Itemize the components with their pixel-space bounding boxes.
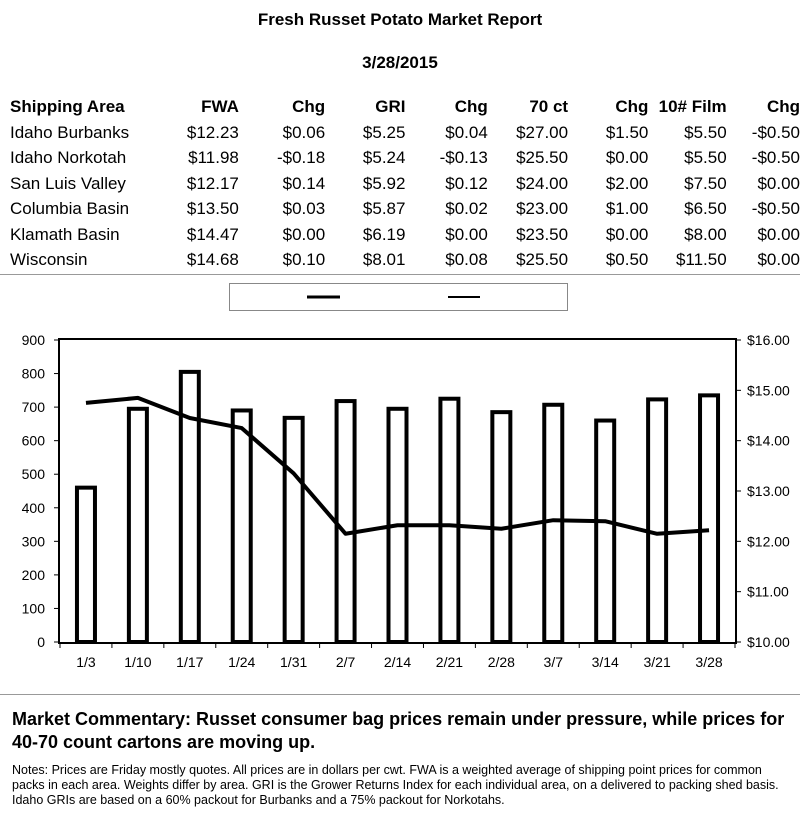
left-tick-label: 600 <box>21 432 45 449</box>
table-cell: $6.19 <box>362 224 406 244</box>
table-cell: $25.50 <box>516 148 569 168</box>
left-tick-label: 0 <box>37 634 45 650</box>
table-row <box>10 248 800 274</box>
table-cell: $0.00 <box>605 224 649 244</box>
x-tick-label: 1/24 <box>228 654 256 670</box>
table-cell: -$0.50 <box>751 199 800 219</box>
x-tick-label: 2/21 <box>435 654 464 670</box>
table-cell: San Luis Valley <box>10 173 126 193</box>
table-cell: $0.10 <box>282 250 326 270</box>
table-cell: $8.01 <box>362 250 406 270</box>
bar <box>544 405 562 642</box>
col-header-70ct: 70 ct <box>529 97 569 116</box>
table-cell: $0.00 <box>757 250 800 270</box>
table-cell: $6.50 <box>684 199 727 219</box>
x-tick-label: 1/31 <box>280 654 308 670</box>
bar <box>700 395 718 642</box>
table-cell: Columbia Basin <box>10 199 130 219</box>
report-date: 3/28/2015 <box>362 53 438 72</box>
table-cell: $12.17 <box>186 173 239 193</box>
right-tick-label: $11.00 <box>747 583 789 600</box>
left-tick-label: 900 <box>21 332 45 348</box>
table-row <box>10 222 800 248</box>
table-cell: Idaho Burbanks <box>10 122 130 142</box>
col-header-gri: GRI <box>375 97 406 116</box>
right-tick-label: $10.00 <box>747 634 790 650</box>
left-tick-label: 300 <box>21 533 45 550</box>
table-cell: $0.00 <box>445 224 488 244</box>
right-tick-label: $16.00 <box>747 332 790 348</box>
table-cell: $14.68 <box>186 250 239 270</box>
table-cell: $14.47 <box>186 224 239 244</box>
table-row <box>10 146 800 172</box>
table-cell: $5.92 <box>362 173 406 193</box>
legend-swatches <box>230 284 567 310</box>
report-title: Fresh Russet Potato Market Report <box>257 10 543 29</box>
divider-top <box>0 274 800 275</box>
x-tick-label: 3/14 <box>591 654 619 670</box>
divider-bottom <box>0 694 800 695</box>
x-tick-label: 2/7 <box>335 654 356 670</box>
left-axis <box>22 332 60 650</box>
bar <box>129 409 147 642</box>
price-table <box>10 94 800 273</box>
table-cell: -$0.18 <box>276 148 326 168</box>
table-cell: $0.02 <box>445 199 488 219</box>
table-cell: $11.50 <box>675 250 727 270</box>
table-cell: $23.50 <box>516 224 569 244</box>
table-cell: $0.08 <box>445 250 488 270</box>
left-tick-label: 800 <box>21 365 45 382</box>
report-notes: Notes: Prices are Friday mostly quotes. All prices are in dollars per cwt. FWA is a weighted average of shipping point prices for common packs in each area. Weights differ by area. GRI is the Grower Returns Index for each individual area, on a delivered to packing shed basis. Idaho GRIs are based on a 60% packout for Burbanks and a 75% packout for Norkotahs. <box>12 763 779 807</box>
table-cell: $5.24 <box>362 148 406 168</box>
left-tick-label: 700 <box>21 399 45 416</box>
table-cell: $7.50 <box>684 173 727 193</box>
table-cell: $13.50 <box>186 199 239 219</box>
table-cell: $23.00 <box>516 199 569 219</box>
table-cell: $1.50 <box>605 122 649 142</box>
table-cell: Wisconsin <box>10 250 88 270</box>
bar <box>596 421 614 642</box>
table-cell: $0.00 <box>757 173 800 193</box>
table-cell: $8.00 <box>684 224 727 244</box>
table-row <box>10 197 800 223</box>
col-header-70ct-chg: Chg <box>615 97 649 116</box>
x-tick-label: 3/7 <box>543 654 564 670</box>
col-header-film-chg: Chg <box>766 97 800 116</box>
right-tick-label: $15.00 <box>747 382 790 399</box>
table-row <box>10 120 800 146</box>
x-axis <box>60 642 735 670</box>
table-cell: -$0.50 <box>751 148 800 168</box>
table-cell: $25.50 <box>516 250 569 270</box>
col-header-fwa: FWA <box>201 97 239 116</box>
table-cell: $0.06 <box>282 122 326 142</box>
right-tick-label: $12.00 <box>747 533 790 550</box>
x-tick-label: 3/28 <box>695 654 723 670</box>
price-table-header <box>10 94 800 120</box>
bar <box>337 401 355 642</box>
table-cell: Idaho Norkotah <box>10 148 127 168</box>
table-cell: $5.50 <box>684 148 727 168</box>
left-tick-label: 500 <box>21 466 45 483</box>
table-row <box>10 171 800 197</box>
table-cell: Klamath Basin <box>10 224 120 244</box>
col-header-shipping-area: Shipping Area <box>10 97 125 116</box>
table-cell: $0.50 <box>605 250 649 270</box>
table-cell: $0.12 <box>445 173 488 193</box>
table-cell: $0.00 <box>282 224 326 244</box>
table-cell: $5.87 <box>362 199 406 219</box>
right-tick-label: $14.00 <box>747 432 790 449</box>
table-cell: $1.00 <box>605 199 649 219</box>
price-volume-chart <box>0 325 800 685</box>
table-cell: $5.25 <box>362 122 406 142</box>
col-header-gri-chg: Chg <box>454 97 488 116</box>
x-tick-label: 2/28 <box>487 654 515 670</box>
bar <box>233 410 251 642</box>
table-cell: $12.23 <box>186 122 239 142</box>
table-cell: $11.98 <box>188 148 239 168</box>
table-cell: $0.14 <box>282 173 326 193</box>
table-cell: -$0.13 <box>439 148 488 168</box>
bar <box>181 372 199 642</box>
right-tick-label: $13.00 <box>747 483 790 499</box>
x-tick-label: 2/14 <box>383 654 412 670</box>
col-header-film: 10# Film <box>658 97 727 116</box>
table-cell: $0.00 <box>757 224 800 244</box>
table-cell: $27.00 <box>516 122 569 142</box>
table-cell: $0.04 <box>445 122 488 142</box>
table-cell: -$0.50 <box>751 122 800 142</box>
table-cell: $0.03 <box>282 199 326 219</box>
col-header-fwa-chg: Chg <box>292 97 326 116</box>
bar <box>77 488 95 642</box>
bar <box>440 399 458 642</box>
left-tick-label: 100 <box>21 600 45 617</box>
bar <box>648 399 666 642</box>
left-tick-label: 400 <box>21 499 45 516</box>
x-tick-label: 3/21 <box>643 654 671 670</box>
bar <box>285 418 303 642</box>
table-cell: $24.00 <box>516 173 569 193</box>
chart-legend <box>229 283 568 311</box>
table-cell: $0.00 <box>605 148 649 168</box>
x-tick-label: 1/3 <box>76 654 96 670</box>
table-cell: $2.00 <box>605 173 649 193</box>
left-tick-label: 200 <box>21 566 45 583</box>
market-commentary: Market Commentary: Russet consumer bag prices remain under pressure, while prices for 40-70 count cartons are moving up. <box>12 709 785 752</box>
x-tick-label: 1/17 <box>176 654 204 670</box>
table-cell: $5.50 <box>684 122 727 142</box>
right-axis <box>735 332 790 650</box>
x-tick-label: 1/10 <box>124 654 152 670</box>
